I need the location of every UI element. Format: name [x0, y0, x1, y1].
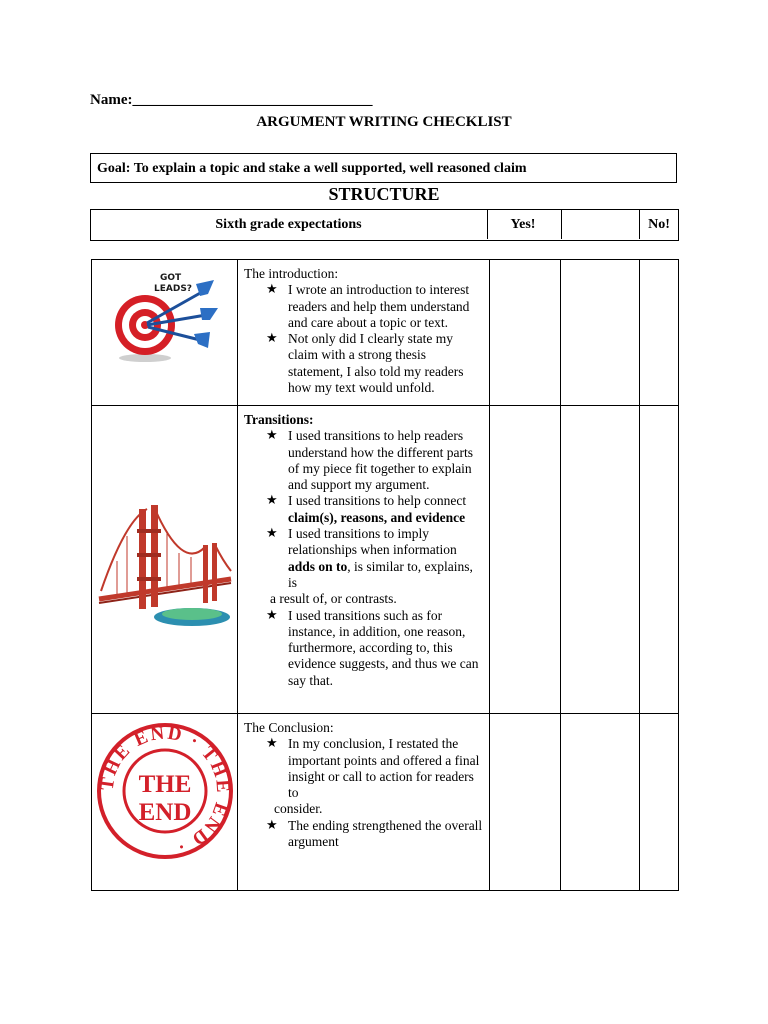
criterion-item [244, 493, 483, 526]
stamp-ring-text: THE END · THE END · [96, 722, 233, 858]
star-icon: ★ [266, 607, 278, 623]
stamp-center-1: THE [138, 771, 191, 798]
criterion-text: In my conclusion, I restated the important points and offered a final insight or call to action for readers to [288, 736, 480, 801]
criterion-text: I used transitions to imply relationships when information [288, 526, 457, 558]
table-row [92, 260, 679, 406]
no-checkbox-cell[interactable] [640, 260, 679, 406]
star-icon: ★ [266, 736, 278, 752]
blank-cell[interactable] [561, 714, 640, 891]
criterion-text: I used transitions to help readers understand how the different parts of my piece fit together to explain and support my argument. [288, 428, 473, 493]
the-end-stamp-icon [96, 722, 234, 860]
star-icon: ★ [266, 331, 278, 347]
bridge-icon [97, 491, 233, 631]
criterion-continuation: consider. [274, 801, 323, 817]
header-yes: Yes! [487, 210, 558, 239]
target-caption-2: LEADS? [153, 284, 192, 294]
target-caption-1: GOT [159, 273, 181, 283]
criterion-text: I used transitions to help connect [288, 493, 467, 509]
criterion-continuation: a result of, or contrasts. [270, 591, 397, 607]
criterion-item [244, 526, 483, 591]
criterion-text: I used transitions such as for instance, in addition, one reason, furthermore, according to, this evidence suggests, and thus we can say that. [288, 607, 479, 688]
criteria-cell [238, 714, 490, 891]
star-icon: ★ [266, 817, 278, 833]
image-cell [92, 406, 238, 714]
criterion-item [244, 608, 483, 689]
star-icon: ★ [266, 282, 278, 298]
yes-checkbox-cell[interactable] [490, 714, 561, 891]
star-icon: ★ [266, 526, 278, 542]
name-field-label: Name:________________________________ [90, 92, 373, 108]
yes-checkbox-cell[interactable] [490, 406, 561, 714]
criterion-item [244, 331, 483, 396]
checklist-header [90, 209, 679, 241]
stamp-center-2: END [138, 799, 191, 826]
criterion-text: , is similar to, explains, is [288, 558, 473, 590]
blank-cell[interactable] [561, 406, 640, 714]
document-title: ARGUMENT WRITING CHECKLIST [256, 114, 512, 130]
checklist-table [91, 259, 679, 891]
header-no: No! [639, 210, 678, 239]
criteria-cell [238, 260, 490, 406]
criterion-item [244, 282, 483, 331]
section-title: STRUCTURE [328, 184, 440, 204]
no-checkbox-cell[interactable] [640, 714, 679, 891]
criterion-emphasis: claim(s), reasons, and evidence [288, 509, 466, 525]
goal-box: Goal: To explain a topic and stake a well supported, well reasoned claim [90, 153, 677, 183]
image-cell [92, 714, 238, 891]
image-cell [92, 260, 238, 406]
table-row [92, 714, 679, 891]
row-heading: Transitions: [244, 412, 314, 427]
table-row [92, 406, 679, 714]
criterion-emphasis: adds on to [288, 558, 348, 574]
header-expectations: Sixth grade expectations [215, 217, 362, 232]
criterion-item [244, 428, 483, 493]
row-heading: The introduction: [244, 266, 339, 281]
star-icon: ★ [266, 428, 278, 444]
criteria-cell [238, 406, 490, 714]
header-blank [561, 210, 640, 239]
criterion-item [244, 818, 483, 851]
no-checkbox-cell[interactable] [640, 406, 679, 714]
criterion-item [244, 736, 483, 801]
criterion-text: I wrote an introduction to interest readers and help them understand and care about a topic or text. [288, 282, 470, 330]
yes-checkbox-cell[interactable] [490, 260, 561, 406]
criterion-text: Not only did I clearly state my claim with a strong thesis statement, I also told my readers how my text would unfold. [288, 331, 464, 396]
blank-cell[interactable] [561, 260, 640, 406]
criterion-text: The ending strengthened the overall argument [288, 817, 483, 850]
target-darts-icon [110, 270, 220, 365]
star-icon: ★ [266, 493, 278, 509]
row-heading: The Conclusion: [244, 720, 334, 735]
